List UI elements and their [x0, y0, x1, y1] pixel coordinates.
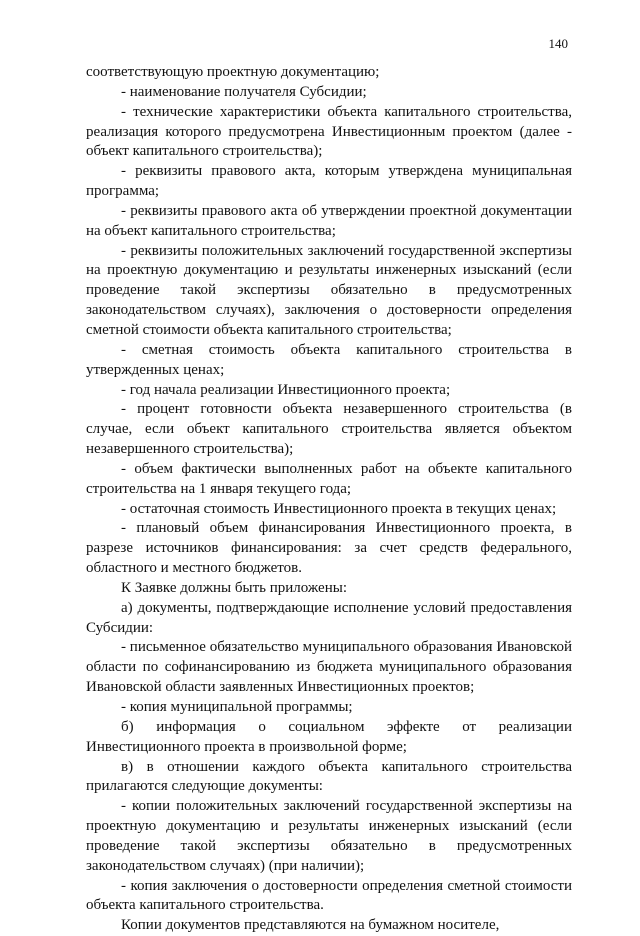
paragraph: - сметная стоимость объекта капитального строительства в утвержденных ценах; [86, 341, 572, 378]
paragraph: соответствующую проектную документацию; [86, 64, 380, 80]
paragraph: - реквизиты положительных заключений государственной экспертизы на проектную документацию и результаты инженерных изысканий (если проведение такой экспертизы обязательно в предусмотренных законодательством случаях), заключения о достоверности определения сметной стоимости объекта капитального строительства; [86, 242, 572, 338]
paragraph: б) информация о социальном эффекте от реализации Инвестиционного проекта в произвольной форме; [86, 718, 572, 755]
paragraph: - письменное обязательство муниципального образования Ивановской области по софинансированию из бюджета муниципального образования Ивановской области заявленных Инвестиционных проектов; [86, 639, 572, 696]
paragraph: К Заявке должны быть приложены: [121, 579, 347, 596]
paragraph: - копия муниципальной программы; [121, 699, 353, 715]
paragraph: - реквизиты правового акта, которым утверждена муниципальная программа; [86, 163, 572, 200]
paragraph: - плановый объем финансирования Инвестиционного проекта, в разрезе источников финансирования: за счет средств федерального, областного и местного бюджетов. [86, 520, 572, 577]
document-body [86, 63, 572, 936]
paragraph: - наименование получателя Субсидии; [121, 83, 367, 100]
paragraph: - объем фактически выполненных работ на объекте капитального строительства на 1 января текущего года; [86, 460, 572, 497]
paragraph: - технические характеристики объекта капитального строительства, реализация которого предусмотрена Инвестиционным проектом (далее - объект капитального строительства); [86, 103, 572, 160]
paragraph: в) в отношении каждого объекта капитального строительства прилагаются следующие документы: [86, 758, 572, 795]
paragraph: Копии документов представляются на бумажном носителе, [121, 917, 500, 934]
paragraph: - копия заключения о достоверности определения сметной стоимости объекта капитального строительства. [86, 877, 572, 914]
paragraph: а) документы, подтверждающие исполнение условий предоставления Субсидии: [86, 599, 572, 636]
paragraph: - копии положительных заключений государственной экспертизы на проектную документацию и результаты инженерных изысканий (если проведение такой экспертизы обязательно в предусмотренных законодательством случаях) (при наличии); [86, 798, 572, 874]
paragraph: - процент готовности объекта незавершенного строительства (в случае, если объект капитального строительства является объектом незавершенного строительства); [86, 401, 572, 458]
paragraph: - год начала реализации Инвестиционного проекта; [121, 381, 451, 398]
page-number: 140 [548, 36, 568, 51]
paragraph: - реквизиты правового акта об утверждении проектной документации на объект капитального строительства; [86, 202, 572, 239]
paragraph: - остаточная стоимость Инвестиционного проекта в текущих ценах; [121, 500, 557, 517]
